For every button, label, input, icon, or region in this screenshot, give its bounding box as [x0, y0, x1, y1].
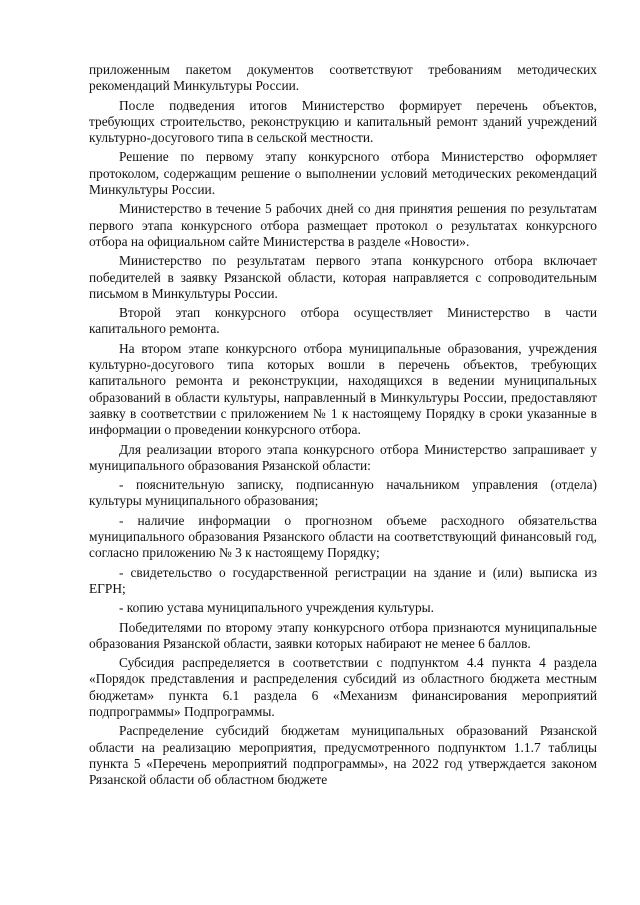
paragraph: приложенным пакетом документов соответствуют требованиям методических рекомендаций Минкультуры России. — [89, 62, 597, 94]
paragraph: Победителями по второму этапу конкурсного отбора признаются муниципальные образования Рязанской области, заявки которых набирают не менее 6 баллов. — [89, 619, 597, 651]
paragraph: На втором этапе конкурсного отбора муниципальные образования, учреждения культурно-досугового типа которых вошли в перечень объектов, требующих капитального ремонта и реконструкции, находящихся в ведении муниципальных образований в области культуры, направленный в Минкультуры России, предоставляют заявку в соответствии с приложением № 1 к настоящему Порядку в сроки указанные в информации о проведении конкурсного отбора. — [89, 340, 597, 438]
paragraph: Министерство по результатам первого этапа конкурсного отбора включает победителей в заявку Рязанской области, которая направляется с сопроводительным письмом в Минкультуры России. — [89, 253, 597, 301]
paragraph: Для реализации второго этапа конкурсного отбора Министерство запрашивает у муниципального образования Рязанской области: — [89, 441, 597, 473]
paragraph: После подведения итогов Министерство формирует перечень объектов, требующих строительство, реконструкцию и капитальный ремонт зданий учреждений культурно-досугового типа в сельской местности. — [89, 97, 597, 146]
list-item: - наличие информации о прогнозном объеме расходного обязательства муниципального образования Рязанского области на соответствующий финансовый год, согласно приложению № 3 к настоящему Порядку; — [89, 512, 597, 561]
list-item: - копию устава муниципального учреждения культуры. — [119, 600, 434, 616]
document-page — [89, 62, 597, 791]
list-item: - пояснительную записку, подписанную начальником управления (отдела) культуры муниципального образования; — [89, 477, 597, 509]
paragraph: Министерство в течение 5 рабочих дней со дня принятия решения по результатам первого этапа конкурсного отбора размещает протокол о результатах конкурсного отбора на официальном сайте Министерства в разделе «Новости». — [89, 201, 597, 249]
paragraph: Распределение субсидий бюджетам муниципальных образований Рязанской области на реализацию мероприятия, предусмотренного подпунктом 1.1.7 таблицы пункта 5 «Перечень мероприятий подпрограммы», на 2022 год утверждается законом Рязанской области об областном бюджете — [89, 723, 597, 788]
list-item: - свидетельство о государственной регистрации на здание и (или) выписка из ЕГРН; — [89, 564, 597, 596]
paragraph: Второй этап конкурсного отбора осуществляет Министерство в части капитального ремонта. — [89, 305, 597, 337]
paragraph: Решение по первому этапу конкурсного отбора Министерство оформляет протоколом, содержащим решение о выполнении условий методических рекомендаций Минкультуры России. — [89, 149, 597, 198]
paragraph: Субсидия распределяется в соответствии с подпунктом 4.4 пункта 4 раздела «Порядок представления и распределения субсидий из областного бюджета местным бюджетам» пункта 6.1 раздела 6 «Механизм финансирования мероприятий подпрограммы» Подпрограммы. — [89, 655, 597, 719]
